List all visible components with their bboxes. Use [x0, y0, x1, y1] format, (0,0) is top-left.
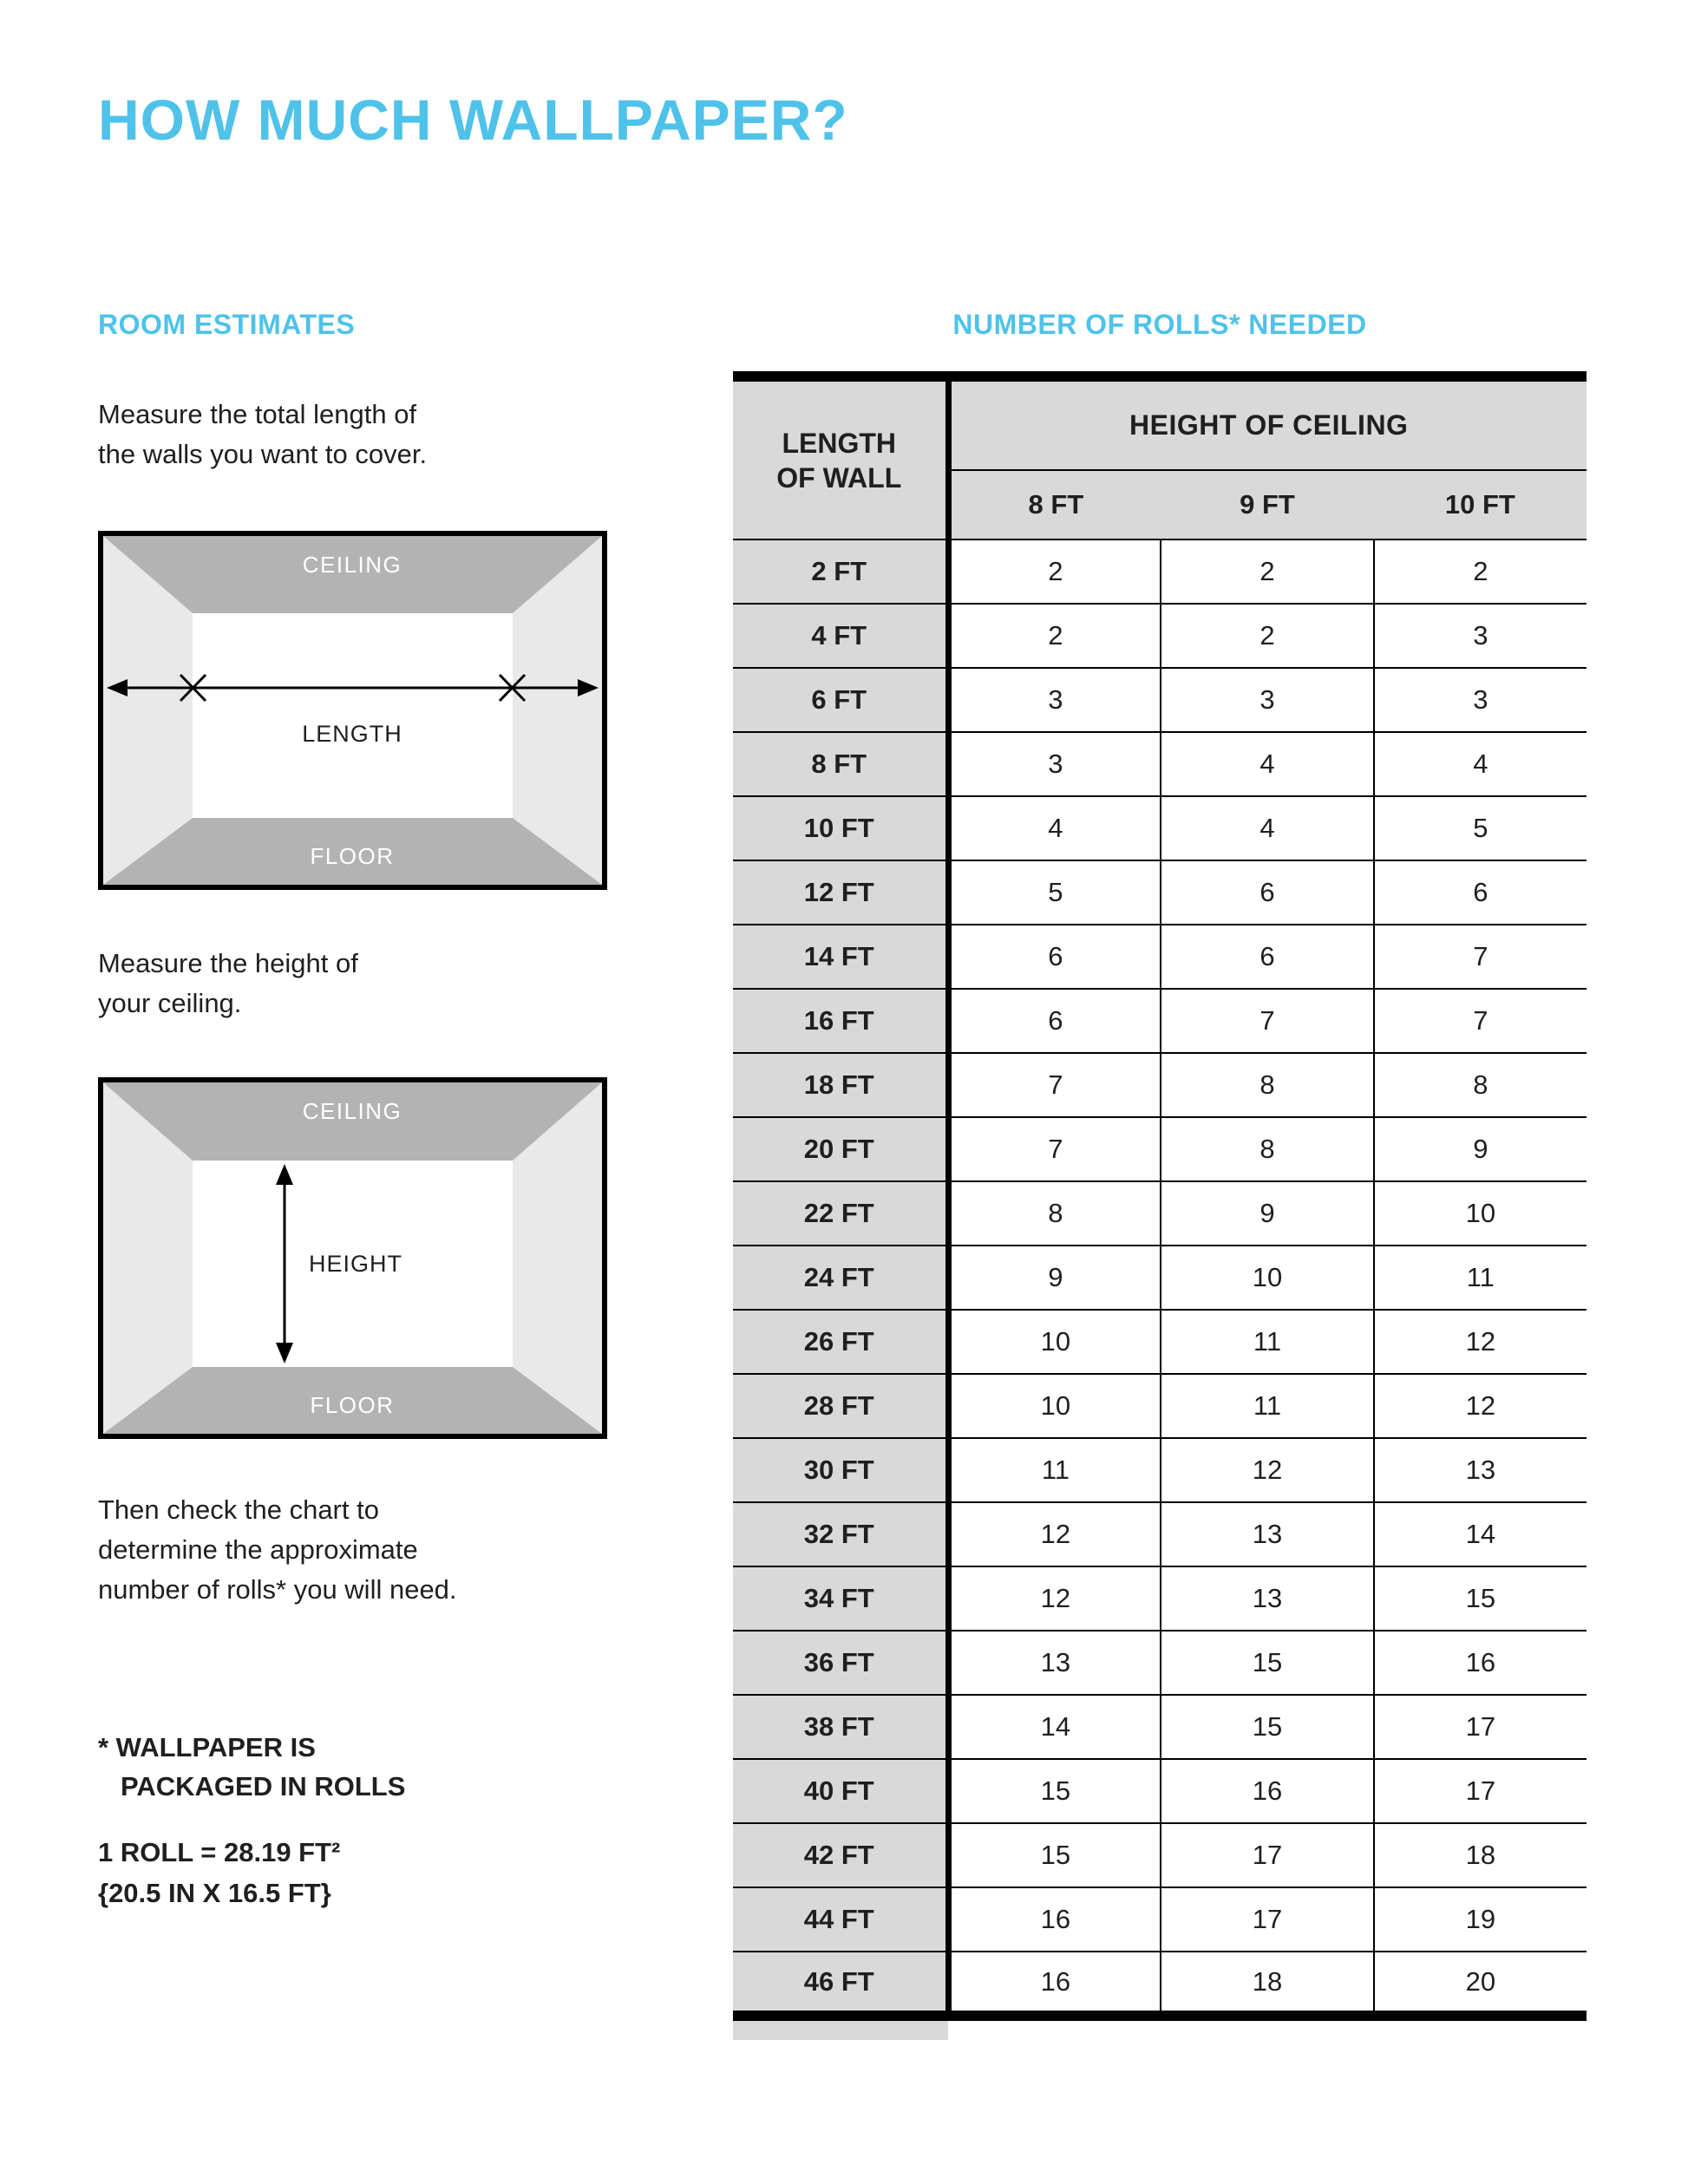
room-height-diagram [98, 1077, 607, 1439]
rolls-count-cell: 8 [1161, 1053, 1373, 1117]
rolls-count-cell: 15 [1161, 1631, 1373, 1695]
rolls-count-cell: 12 [1374, 1374, 1587, 1438]
table-row [733, 1374, 1587, 1438]
table-row [733, 989, 1587, 1053]
rolls-count-cell: 8 [1161, 1117, 1373, 1181]
wall-length-cell: 20 FT [733, 1117, 948, 1181]
rolls-needed-heading: NUMBER OF ROLLS* NEEDED [952, 309, 1367, 340]
rolls-count-cell: 14 [1374, 1502, 1587, 1566]
ceiling-label: CEILING [302, 552, 402, 578]
rolls-count-cell: 15 [948, 1759, 1161, 1823]
rolls-count-cell: 13 [1161, 1502, 1373, 1566]
rolls-count-cell: 11 [1374, 1246, 1587, 1310]
rolls-count-cell: 6 [948, 925, 1161, 989]
length-of-wall-header [733, 376, 948, 539]
rolls-count-cell: 13 [1374, 1438, 1587, 1502]
ceiling-label: CEILING [302, 1098, 402, 1124]
rolls-count-cell: 5 [948, 860, 1161, 925]
instruction-height [98, 944, 358, 1023]
wall-length-cell: 26 FT [733, 1310, 948, 1374]
rolls-count-cell: 11 [1161, 1374, 1373, 1438]
table-row [733, 1117, 1587, 1181]
table-row [733, 1887, 1587, 1952]
wall-length-cell: 42 FT [733, 1823, 948, 1887]
back-wall [193, 613, 513, 818]
rolls-count-cell: 12 [1374, 1310, 1587, 1374]
table-row [733, 1631, 1587, 1695]
rolls-count-cell: 18 [1161, 1952, 1373, 2016]
instruction-chart-line1: Then check the chart to [98, 1494, 379, 1525]
rolls-count-cell: 13 [1161, 1566, 1373, 1631]
table-row [733, 1566, 1587, 1631]
rolls-table [733, 371, 1587, 2021]
rolls-count-cell: 7 [948, 1053, 1161, 1117]
rolls-count-cell: 13 [948, 1631, 1161, 1695]
instruction-length-line2: the walls you want to cover. [98, 439, 428, 469]
wall-length-cell: 6 FT [733, 668, 948, 732]
rolls-count-cell: 17 [1374, 1695, 1587, 1759]
table-row [733, 1759, 1587, 1823]
wall-length-cell: 18 FT [733, 1053, 948, 1117]
col-header-8ft: 8 FT [948, 470, 1161, 539]
rolls-footnote-line1: * WALLPAPER IS [98, 1732, 316, 1762]
wall-length-cell: 22 FT [733, 1181, 948, 1246]
wall-length-cell: 34 FT [733, 1566, 948, 1631]
wall-length-cell: 44 FT [733, 1887, 948, 1952]
wall-length-cell: 8 FT [733, 732, 948, 796]
table-header-row [733, 376, 1587, 470]
rolls-count-cell: 3 [1374, 604, 1587, 668]
col-header-9ft: 9 FT [1161, 470, 1373, 539]
wall-length-cell: 38 FT [733, 1695, 948, 1759]
roll-size-line1: 1 ROLL = 28.19 FT² [98, 1837, 341, 1867]
room-estimates-heading: ROOM ESTIMATES [98, 309, 356, 340]
table-row [733, 1246, 1587, 1310]
rolls-count-cell: 10 [948, 1310, 1161, 1374]
rolls-count-cell: 16 [948, 1887, 1161, 1952]
instruction-length-line1: Measure the total length of [98, 399, 417, 429]
rolls-count-cell: 20 [1374, 1952, 1587, 2016]
rolls-count-cell: 17 [1161, 1887, 1373, 1952]
rolls-count-cell: 3 [1161, 668, 1373, 732]
rolls-table-area [733, 371, 1587, 2040]
rolls-count-cell: 8 [948, 1181, 1161, 1246]
rolls-count-cell: 15 [948, 1823, 1161, 1887]
rolls-count-cell: 10 [1374, 1181, 1587, 1246]
length-of-wall-header-line1: LENGTH [782, 427, 897, 459]
rolls-count-cell: 6 [1161, 925, 1373, 989]
rolls-count-cell: 12 [948, 1502, 1161, 1566]
roll-size-spec [98, 1832, 340, 1913]
table-row [733, 860, 1587, 925]
wall-length-cell: 24 FT [733, 1246, 948, 1310]
rolls-footnote-line2: PACKAGED IN ROLLS [121, 1771, 406, 1801]
rolls-count-cell: 2 [1374, 539, 1587, 604]
rolls-count-cell: 10 [1161, 1246, 1373, 1310]
rolls-count-cell: 10 [948, 1374, 1161, 1438]
rolls-count-cell: 7 [1161, 989, 1373, 1053]
rolls-count-cell: 11 [948, 1438, 1161, 1502]
wall-length-cell: 36 FT [733, 1631, 948, 1695]
rolls-count-cell: 11 [1161, 1310, 1373, 1374]
rolls-count-cell: 15 [1374, 1566, 1587, 1631]
instruction-chart [98, 1490, 457, 1610]
wall-length-cell: 12 FT [733, 860, 948, 925]
wall-length-cell: 46 FT [733, 1952, 948, 2016]
rolls-count-cell: 4 [948, 796, 1161, 860]
table-row [733, 1952, 1587, 2016]
rolls-count-cell: 3 [948, 732, 1161, 796]
table-row [733, 1823, 1587, 1887]
instruction-chart-line2: determine the approximate [98, 1534, 418, 1565]
rolls-count-cell: 19 [1374, 1887, 1587, 1952]
rolls-count-cell: 4 [1161, 732, 1373, 796]
rolls-count-cell: 6 [1161, 860, 1373, 925]
rolls-count-cell: 5 [1374, 796, 1587, 860]
rolls-count-cell: 16 [1374, 1631, 1587, 1695]
rolls-count-cell: 4 [1161, 796, 1373, 860]
wall-length-cell: 4 FT [733, 604, 948, 668]
rolls-count-cell: 17 [1374, 1759, 1587, 1823]
table-row [733, 1310, 1587, 1374]
rolls-count-cell: 16 [948, 1952, 1161, 2016]
rolls-count-cell: 2 [1161, 539, 1373, 604]
table-row [733, 796, 1587, 860]
rolls-count-cell: 15 [1161, 1695, 1373, 1759]
rolls-count-cell: 2 [948, 604, 1161, 668]
wall-length-cell: 30 FT [733, 1438, 948, 1502]
table-row [733, 1695, 1587, 1759]
table-row [733, 732, 1587, 796]
rolls-count-cell: 4 [1374, 732, 1587, 796]
table-footer-stub [733, 2021, 948, 2040]
floor-label: FLOOR [310, 843, 395, 869]
room-length-diagram [98, 531, 607, 890]
rolls-count-cell: 18 [1374, 1823, 1587, 1887]
rolls-table-body [733, 539, 1587, 2016]
table-row [733, 539, 1587, 604]
rolls-count-cell: 2 [1161, 604, 1373, 668]
wall-length-cell: 32 FT [733, 1502, 948, 1566]
instruction-chart-line3: number of rolls* you will need. [98, 1574, 457, 1605]
rolls-count-cell: 16 [1161, 1759, 1373, 1823]
length-of-wall-header-line2: OF WALL [776, 461, 902, 494]
rolls-count-cell: 9 [948, 1246, 1161, 1310]
rolls-count-cell: 14 [948, 1695, 1161, 1759]
rolls-count-cell: 6 [948, 989, 1161, 1053]
rolls-count-cell: 9 [1374, 1117, 1587, 1181]
table-row [733, 668, 1587, 732]
rolls-count-cell: 3 [1374, 668, 1587, 732]
table-row [733, 1502, 1587, 1566]
wall-length-cell: 28 FT [733, 1374, 948, 1438]
table-row [733, 604, 1587, 668]
page-title: HOW MUCH WALLPAPER? [98, 88, 848, 152]
rolls-count-cell: 7 [948, 1117, 1161, 1181]
wall-length-cell: 10 FT [733, 796, 948, 860]
wall-length-cell: 40 FT [733, 1759, 948, 1823]
instruction-height-line2: your ceiling. [98, 988, 242, 1018]
rolls-count-cell: 6 [1374, 860, 1587, 925]
instruction-length [98, 395, 427, 474]
wall-length-cell: 14 FT [733, 925, 948, 989]
rolls-footnote [98, 1728, 405, 1806]
height-of-ceiling-header: HEIGHT OF CEILING [948, 376, 1587, 470]
wall-length-cell: 2 FT [733, 539, 948, 604]
rolls-count-cell: 17 [1161, 1823, 1373, 1887]
table-row [733, 1181, 1587, 1246]
table-row [733, 1438, 1587, 1502]
rolls-count-cell: 8 [1374, 1053, 1587, 1117]
instruction-height-line1: Measure the height of [98, 948, 358, 978]
rolls-count-cell: 12 [948, 1566, 1161, 1631]
rolls-count-cell: 3 [948, 668, 1161, 732]
length-label: LENGTH [302, 721, 402, 747]
wall-length-cell: 16 FT [733, 989, 948, 1053]
rolls-count-cell: 9 [1161, 1181, 1373, 1246]
rolls-count-cell: 12 [1161, 1438, 1373, 1502]
roll-size-line2: {20.5 IN X 16.5 FT} [98, 1878, 331, 1908]
col-header-10ft: 10 FT [1374, 470, 1587, 539]
floor-label: FLOOR [310, 1392, 395, 1418]
table-row [733, 925, 1587, 989]
height-label: HEIGHT [309, 1251, 403, 1277]
rolls-count-cell: 2 [948, 539, 1161, 604]
table-row [733, 1053, 1587, 1117]
rolls-count-cell: 7 [1374, 925, 1587, 989]
rolls-count-cell: 7 [1374, 989, 1587, 1053]
